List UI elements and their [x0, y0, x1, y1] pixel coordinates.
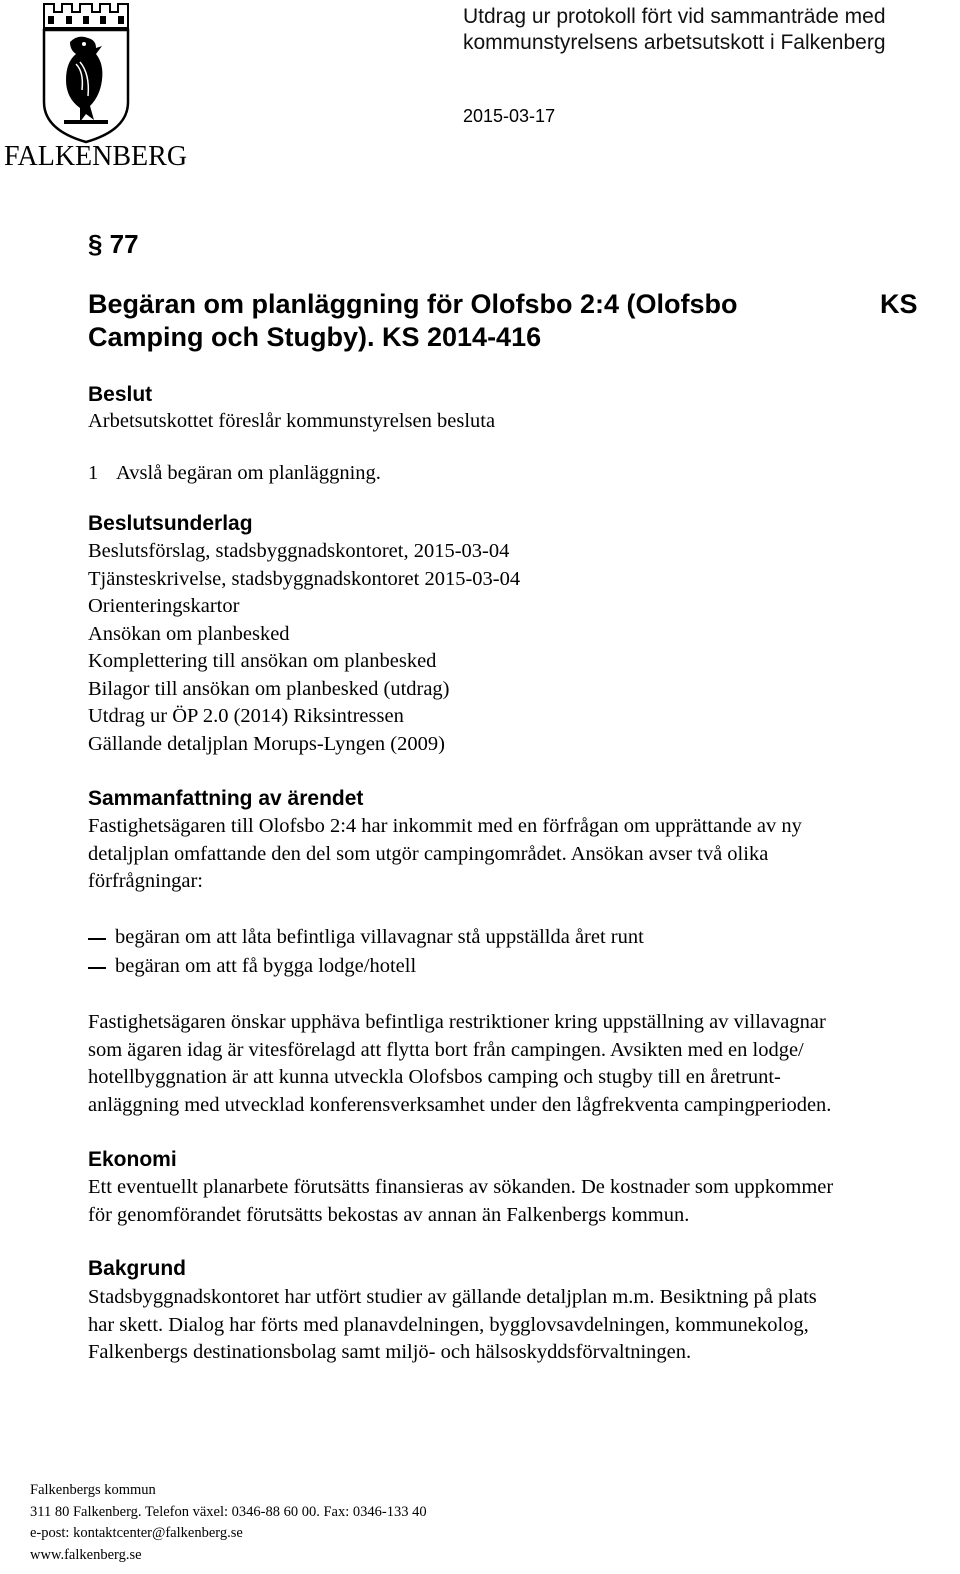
text-line: detaljplan omfattande den del som utgör campingområdet. Ansökan avser två olika	[88, 842, 769, 865]
section-heading-sammanfattning: Sammanfattning av ärendet	[88, 787, 364, 810]
section-heading-ekonomi: Ekonomi	[88, 1148, 177, 1171]
ekonomi-paragraph	[88, 1174, 958, 1229]
page-footer	[30, 1480, 427, 1566]
list-item: Tjänsteskrivelse, stadsbyggnadskontoret 2015-03-04	[88, 567, 521, 590]
beslut-item-number: 1	[88, 462, 99, 484]
protocol-header	[463, 4, 953, 56]
case-title-line2: Camping och Stugby). KS 2014-416	[88, 322, 542, 352]
bullet-text: begäran om att låta befintliga villavagnar stå uppställda året runt	[115, 926, 644, 948]
text-line: förfrågningar:	[88, 870, 203, 892]
beslut-item	[88, 460, 381, 488]
paragraph-number: § 77	[88, 229, 139, 259]
footer-org: Falkenbergs kommun	[30, 1482, 156, 1498]
bakgrund-paragraph	[88, 1284, 948, 1367]
dash-bullet-icon	[88, 938, 106, 940]
list-item: Ansökan om planbesked	[88, 622, 290, 645]
header-title-line2: kommunstyrelsens arbetsutskott i Falkenberg	[463, 31, 886, 54]
meeting-date: 2015-03-17	[463, 106, 556, 126]
text-line: Fastighetsägaren önskar upphäva befintliga restriktioner kring uppställning av villavagnar	[88, 1011, 826, 1033]
text-line: som ägaren idag är vitesförelagd att flytta bort från campingen. Avsikten med en lodge/	[88, 1038, 804, 1061]
text-line: Stadsbyggnadskontoret har utfört studier av gällande detaljplan m.m. Besiktning på plats	[88, 1286, 817, 1308]
footer-website[interactable]: www.falkenberg.se	[30, 1546, 142, 1563]
list-item: Orienteringskartor	[88, 595, 240, 617]
section-heading-beslut: Beslut	[88, 383, 153, 406]
list-item: Bilagor till ansökan om planbesked (utdrag)	[88, 677, 450, 700]
list-item	[88, 953, 644, 982]
footer-address: 311 80 Falkenberg. Telefon växel: 0346-88 60 00. Fax: 0346-133 40	[30, 1503, 427, 1520]
case-tag: KS	[880, 289, 918, 319]
list-item: Komplettering till ansökan om planbesked	[88, 650, 437, 672]
bullet-text: begäran om att få bygga lodge/hotell	[115, 955, 417, 977]
beslut-text: Arbetsutskottet föreslår kommunstyrelsen besluta	[88, 410, 496, 432]
text-line: Fastighetsägaren till Olofsbo 2:4 har inkommit med en förfrågan om upprättande av ny	[88, 815, 802, 837]
beslutsunderlag-list	[88, 538, 520, 758]
case-title	[88, 288, 808, 354]
header-title-line1: Utdrag ur protokoll fört vid sammanträde med	[463, 5, 886, 28]
sammanfattning-paragraph	[88, 813, 948, 896]
section-heading-bakgrund: Bakgrund	[88, 1257, 187, 1280]
section-heading-beslutsunderlag: Beslutsunderlag	[88, 512, 253, 535]
text-line: anläggning med utvecklad konferensverksamhet under den lågfrekventa campingperioden.	[88, 1093, 832, 1116]
footer-email[interactable]: e-post: kontaktcenter@falkenberg.se	[30, 1525, 243, 1542]
case-title-line1: Begäran om planläggning för Olofsbo 2:4 (Olofsbo	[88, 289, 738, 319]
list-item: Utdrag ur ÖP 2.0 (2014) Riksintressen	[88, 705, 404, 727]
beslut-item-text: Avslå begäran om planläggning.	[116, 462, 381, 484]
text-line: har skett. Dialog har förts med planavdelningen, bygglovsavdelningen, kommunekolog,	[88, 1313, 809, 1336]
list-item	[88, 924, 644, 953]
text-line: för genomförandet förutsätts bekostas av annan än Falkenbergs kommun.	[88, 1203, 690, 1226]
logo-wordmark: FALKENBERG	[4, 141, 188, 172]
falcon-coat-of-arms-icon	[40, 2, 132, 144]
request-bullet-list	[88, 924, 644, 982]
sammanfattning-paragraph-2	[88, 1009, 958, 1119]
text-line: hotellbyggnation är att kunna utveckla Olofsbos camping och stugby till en åretrunt-	[88, 1066, 781, 1088]
text-line: Ett eventuellt planarbete förutsätts finansieras av sökanden. De kostnader som uppkommer	[88, 1176, 834, 1198]
list-item: Beslutsförslag, stadsbyggnadskontoret, 2015-03-04	[88, 540, 510, 562]
text-line: Falkenbergs destinationsbolag samt miljö- och hälsoskyddsförvaltningen.	[88, 1341, 692, 1363]
list-item: Gällande detaljplan Morups-Lyngen (2009)	[88, 732, 445, 755]
dash-bullet-icon	[88, 967, 106, 969]
